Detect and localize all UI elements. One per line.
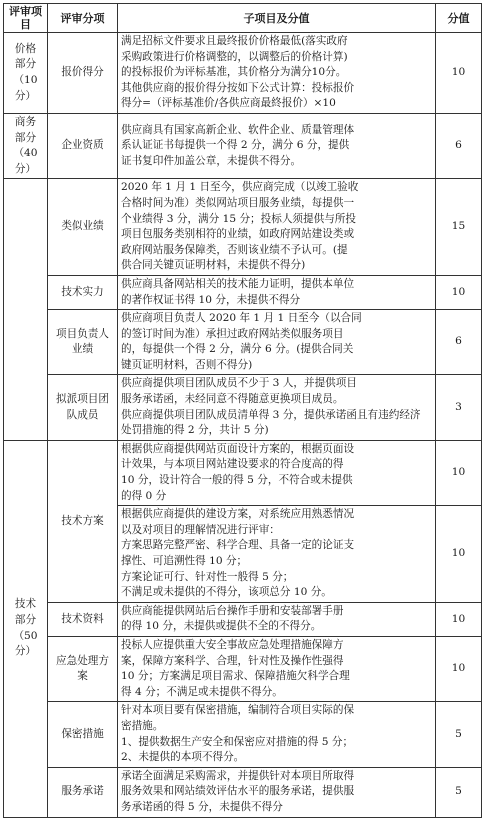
row-detail [118, 179, 436, 276]
detail-line: 10 分；方案满足项目需求、保障措施欠科学合理 [121, 670, 350, 683]
row-detail [118, 275, 436, 309]
category-text: （10分） [13, 73, 38, 102]
detail-line: 得分=（评标基准价/各供应商最終报价）×10 [121, 97, 336, 110]
detail-line: 项目包服务类别相符的业绩，如政府网站建设类或 [121, 228, 355, 241]
category-technical [4, 440, 48, 817]
detail-line: 的签订时间为准）承担过政府网站类似服务项目 [121, 327, 344, 340]
row-score: 10 [436, 275, 482, 309]
row-detail [118, 33, 436, 114]
detail-line: 供应商能提供网站后台操作手册和安装部署手册 [121, 604, 344, 617]
detail-line: 撑性、可追溯性得 10 分； [121, 555, 248, 567]
detail-line: 10 分，设计符合一般的得 5 分，不符合或未提供 [121, 474, 353, 487]
row-name-text: 技术资料 [61, 612, 104, 625]
row-detail [118, 375, 436, 440]
category-business-continued [4, 179, 48, 441]
detail-line: 供应商提供项目团队成员清单得 3 分，提供承诺函且有违约经济 [121, 408, 421, 421]
row-detail [118, 506, 436, 603]
category-business [4, 113, 48, 178]
category-text: 部分 [14, 58, 37, 71]
row-name-text: 技术实力 [61, 285, 104, 298]
row-detail [118, 602, 436, 636]
row-name-text: 企业资质 [61, 139, 104, 152]
detail-line: 方案思路完整严密、科学合理、具备一定的论证支 [121, 539, 355, 552]
header-row [4, 4, 482, 33]
detail-line: 服务承诺函，未经同意不得随意更换项目成员。 [121, 393, 344, 406]
detail-line: 个业绩得 3 分，满分 15 分；投标人须提供与所投 [121, 212, 356, 225]
row-score: 10 [436, 33, 482, 114]
detail-line: 投标人应提供重大安全事故应急处理措施保障方 [121, 638, 344, 651]
detail-line: 证书复印件加盖公章，未提供不得分。 [121, 154, 302, 167]
table-row [4, 310, 482, 375]
category-price [4, 33, 48, 114]
row-name-text: 应急处理方 [56, 654, 109, 667]
detail-line: 的得 10 分，未提供或提供不全的不得分。 [121, 620, 322, 633]
row-name [48, 275, 118, 309]
row-name-text: 队成员 [66, 408, 99, 421]
row-detail [118, 113, 436, 178]
detail-line: 合格时间为准）类似网站项目服务业绩，每提供一 [121, 196, 355, 209]
detail-line: 2、未提供的本项不得分。 [121, 751, 245, 764]
detail-line: 供应商项目负责人 2020 年 1 月 1 日至今（以合同 [121, 312, 362, 325]
detail-line: 服务效果和网站绩效评估水平的服务承诺，提供服 [121, 785, 355, 798]
row-score: 10 [436, 440, 482, 505]
row-score: 3 [436, 375, 482, 440]
header-sub-item: 评审分项 [48, 4, 118, 33]
row-detail [118, 767, 436, 817]
row-name [48, 33, 118, 114]
table-row [4, 702, 482, 767]
detail-line: 的，每提供一个得 2 分，满分 6 分。(提供合同关 [121, 343, 354, 356]
row-name-text: 拟派项目团 [56, 393, 109, 406]
row-score: 15 [436, 179, 482, 276]
category-text: （50分） [13, 629, 38, 658]
detail-line: 根据供应商提供网站页面设计方案的，根据页面设 [121, 442, 355, 455]
category-text: 技术 [14, 598, 37, 611]
category-text: （40分） [13, 147, 38, 175]
row-name-text: 案 [77, 670, 88, 683]
row-detail [118, 636, 436, 701]
table-row [4, 179, 482, 276]
table-row [4, 602, 482, 636]
evaluation-table [3, 3, 482, 818]
row-name-text: 项目负责人 [56, 327, 109, 340]
detail-line: 不满足或未提供的不得分，该项总分 10 分。 [121, 586, 332, 599]
detail-line: 满足招标文件要求且最终报价价格最低(落实政府 [121, 35, 348, 47]
detail-line: 供应商具备网站相关的技术能力证明，提供本单位 [121, 277, 355, 290]
row-score: 6 [436, 310, 482, 375]
detail-line: 针对本项目要有保密措施，编制符合项目实际的保 [121, 704, 355, 717]
detail-line: 密措施。 [121, 719, 164, 732]
detail-line: 以及对项目的理解情况进行评审： [121, 523, 280, 536]
detail-line: 计效果，与本项目网站建设要求的符合度高的得 [121, 458, 344, 471]
table-row [4, 767, 482, 817]
row-name [48, 179, 118, 276]
header-sub-item-detail: 子项目及分值 [118, 4, 436, 33]
table-row [4, 375, 482, 440]
detail-line: 供应商提供项目团队成员不少于 3 人，并提供项目 [121, 377, 357, 390]
detail-line: 根据供应商提供的建设方案，对系统应用熟悉情况 [121, 508, 355, 521]
row-name-text: 业绩 [71, 343, 94, 356]
row-name [48, 310, 118, 375]
category-text: 部分 [14, 614, 37, 627]
table-row [4, 440, 482, 505]
header-score: 分值 [436, 4, 482, 33]
table-row [4, 113, 482, 178]
category-text: 部分 [14, 131, 37, 144]
category-text: 价格 [14, 42, 37, 55]
detail-line: 键页证明材料，否则不得分) [121, 358, 253, 371]
detail-line: 处罚措施的得 2 分，共计 5 分) [121, 424, 269, 437]
row-detail [118, 440, 436, 505]
row-name [48, 602, 118, 636]
row-name [48, 375, 118, 440]
detail-line: 的投标报价为评标基准，其价格分为满分10分。 [121, 66, 347, 79]
row-name-text: 类似业绩 [61, 220, 104, 233]
table-row [4, 33, 482, 114]
detail-line: 采购政策进行价格调整的，以调整后的价格计算) [121, 50, 348, 63]
detail-line: 务承诺函的得 5 分，未提供不得分 [121, 800, 283, 813]
row-name [48, 440, 118, 602]
header-evaluation-item: 评审项目 [4, 4, 48, 33]
category-text: 商务 [14, 115, 37, 128]
row-score: 10 [436, 506, 482, 603]
detail-line: 得 4 分；不满足或未提供不得分。 [121, 685, 283, 698]
row-name [48, 113, 118, 178]
detail-line: 其他供应商的报价得分按如下公式计算：投标报价 [121, 81, 355, 94]
row-score: 5 [436, 767, 482, 817]
row-name-text: 保密措施 [61, 727, 104, 740]
detail-line: 方案论证可行、针对性一般得 5 分； [121, 570, 294, 583]
detail-line: 1、提供数据生产安全和保密应对措施的得 5 分； [121, 735, 354, 748]
row-name [48, 767, 118, 817]
detail-line: 政府网站服务保障类，否则该业绩不予认可。(提 [121, 243, 348, 256]
detail-line: 的著作权证书得 10 分，未提供不得分 [121, 293, 301, 306]
detail-line: 系认证证书每提供一个得 2 分，满分 6 分，提供 [121, 139, 350, 152]
row-name [48, 702, 118, 767]
table-row [4, 275, 482, 309]
detail-line: 承诺全面满足采购需求，并提供针对本项目所取得 [121, 769, 355, 782]
row-name [48, 636, 118, 701]
row-score: 5 [436, 702, 482, 767]
row-score: 6 [436, 113, 482, 178]
table-row [4, 636, 482, 701]
row-name-text: 服务承诺 [61, 785, 104, 798]
row-score: 10 [436, 636, 482, 701]
row-detail [118, 310, 436, 375]
detail-line: 供合同关键页证明材料，未提供不得分) [121, 259, 306, 272]
detail-line: 供应商具有国家高新企业、软件企业、质量管理体 [121, 123, 355, 136]
detail-line: 的得 0 分 [121, 489, 167, 502]
row-detail [118, 702, 436, 767]
detail-line: 案，保障方案科学、合理，针对性及操作性强得 [121, 654, 344, 667]
row-name-text: 技术方案 [61, 514, 104, 527]
row-name-text: 报价得分 [61, 66, 104, 79]
row-score: 10 [436, 602, 482, 636]
detail-line: 2020 年 1 月 1 日至今，供应商完成（以竣工验收 [121, 181, 359, 194]
